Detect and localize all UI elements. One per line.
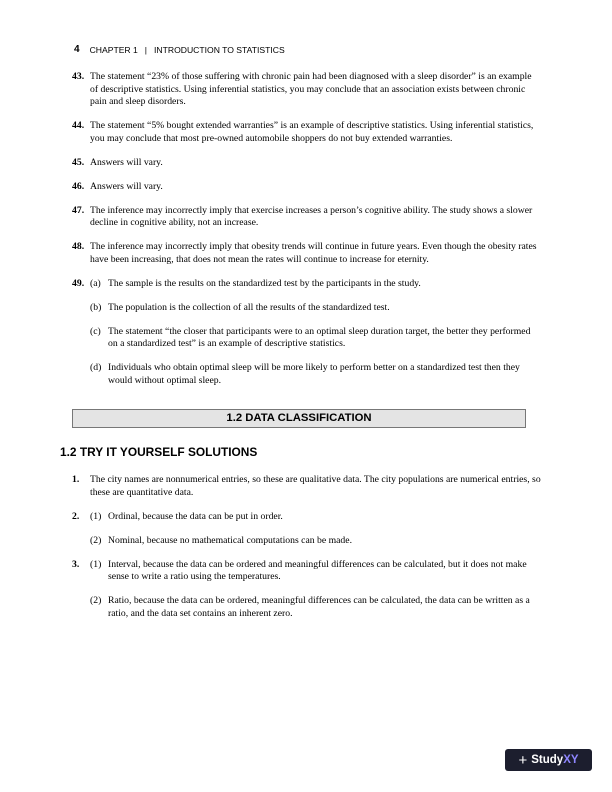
exercise-49-part-d (72, 362, 542, 387)
subheading: 1.2 TRY IT YOURSELF SOLUTIONS (60, 444, 258, 459)
part-text: Ratio, because the data can be ordered, meaningful differences can be calculated, the data can be written as a ratio, and the data set contains an inherent zero. (108, 595, 530, 619)
exercise-49-part-c (72, 326, 542, 351)
page-content (60, 71, 542, 632)
studyxy-badge[interactable] (505, 749, 592, 771)
solution-2-part-2 (72, 535, 542, 548)
exercise-number: 43. (72, 71, 85, 82)
page-number: 4 (74, 44, 80, 55)
solution-3 (72, 559, 542, 584)
solution-text: The city names are nonnumerical entries, so these are qualitative data. The city populations are numerical entries, so these are quantitative data. (90, 474, 541, 498)
solution-3-part-2 (72, 595, 542, 620)
solution-number: 2. (72, 510, 80, 522)
exercise-text: The inference may incorrectly imply that obesity trends will continue in future years. Even though the obesity rates have been increasing, that does not mean the rates will continue to increase for eternity. (90, 241, 537, 265)
part-label: (2) (90, 534, 102, 546)
part-text: The sample is the results on the standardized test by the participants in the study. (108, 277, 421, 289)
solution-1 (72, 474, 542, 499)
part-label: (c) (90, 325, 101, 337)
page-header (74, 44, 285, 55)
chapter-title: INTRODUCTION TO STATISTICS (154, 44, 285, 55)
plus-icon: + (518, 751, 528, 769)
part-label: (1) (90, 510, 102, 522)
part-text: Nominal, because no mathematical computations can be made. (108, 534, 352, 546)
part-label: (d) (90, 362, 102, 374)
part-label: (a) (90, 277, 101, 289)
part-text: The statement “the closer that participants were to an optimal sleep duration target, the better they performed on a standardized test” is an example of descriptive statistics. (108, 325, 531, 350)
exercise-text: The statement “23% of those suffering with chronic pain had been diagnosed with a sleep disorder” is an example of descriptive statistics. Using inferential statistics, you may conclude that an association exists between chronic pain and sleep disorders. (90, 71, 532, 108)
part-label: (1) (90, 558, 102, 570)
solution-number: 3. (72, 558, 80, 570)
exercise-44 (72, 120, 542, 145)
exercise-47 (72, 205, 542, 230)
solution-2 (72, 511, 542, 524)
exercise-number: 45. (72, 156, 85, 168)
header-separator: | (144, 44, 148, 55)
exercise-text: The inference may incorrectly imply that exercise increases a person’s cognitive ability. The study shows a slower decline in cognitive ability, not an increase. (90, 204, 533, 229)
part-text: Individuals who obtain optimal sleep will be more likely to perform better on a standardized test then they would without optimal sleep. (108, 362, 520, 387)
exercise-49-part-b (72, 302, 542, 315)
exercise-number: 47. (72, 204, 85, 216)
exercise-43 (72, 71, 542, 109)
exercise-45 (72, 157, 542, 170)
solution-number: 1. (72, 474, 80, 486)
exercise-number: 49. (72, 277, 85, 289)
exercise-text: Answers will vary. (90, 180, 163, 192)
exercise-49 (72, 278, 542, 291)
brand-main: Study (531, 754, 564, 766)
exercise-number: 44. (72, 120, 85, 132)
part-label: (b) (90, 301, 102, 313)
part-label: (2) (90, 595, 102, 607)
exercise-text: Answers will vary. (90, 156, 163, 168)
chapter-label: CHAPTER 1 (89, 44, 138, 55)
exercise-46 (72, 181, 542, 194)
part-text: Interval, because the data can be ordered and meaningful differences can be calculated, but it does not make sense to write a ratio using the temperatures. (108, 558, 527, 583)
part-text: Ordinal, because the data can be put in order. (108, 510, 283, 522)
exercise-text: The statement “5% bought extended warranties” is an example of descriptive statistics. Using inferential statistics, you may conclude that most pre-owned automobile shoppers do not buy extended warranties. (90, 120, 534, 144)
part-text: The population is the collection of all the results of the standardized test. (108, 301, 390, 313)
brand-accent: XY (563, 754, 579, 766)
section-title: 1.2 DATA CLASSIFICATION (72, 409, 526, 428)
exercise-48 (72, 241, 542, 266)
exercise-number: 48. (72, 241, 85, 253)
exercise-number: 46. (72, 180, 85, 192)
